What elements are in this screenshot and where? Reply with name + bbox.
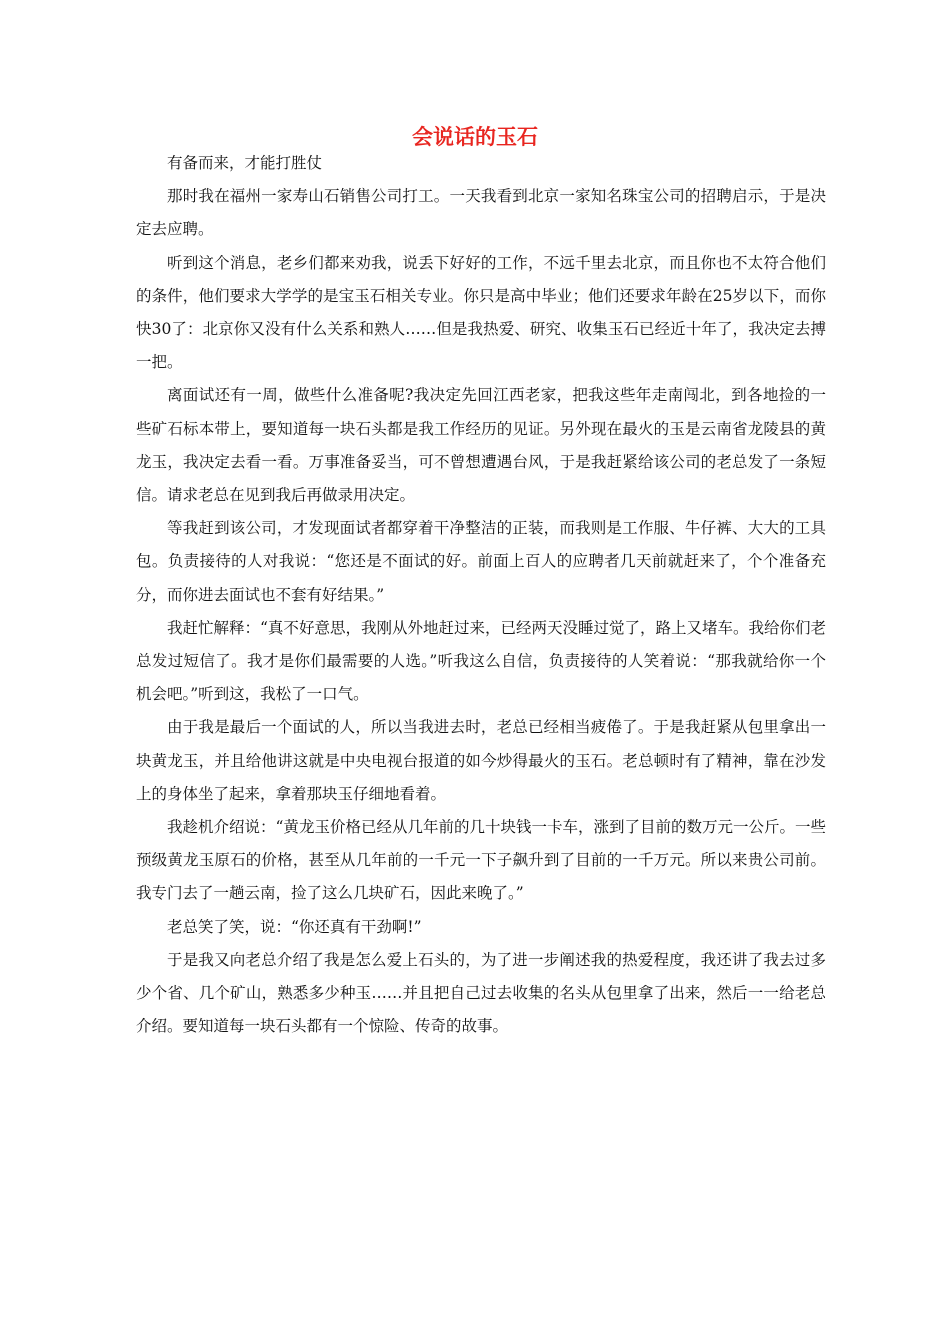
document-body — [136, 147, 826, 1043]
paragraph: 等我赶到该公司，才发现面试者都穿着干净整洁的正装，而我则是工作服、牛仔裤、大大的工具包。负责接待的人对我说：“您还是不面试的好。前面上百人的应聘者几天前就赶来了，个个准备充分，而你进去面试也不套有好结果。” — [136, 519, 826, 604]
document-title: 会说话的玉石 — [412, 125, 538, 149]
paragraph: 我赶忙解释：“真不好意思，我刚从外地赶过来，已经两天没睡过觉了，路上又堵车。我给你们老总发过短信了。我才是你们最需要的人选。”听我这么自信，负责接待的人笑着说：“那我就给你一个机会吧。”听到这，我松了一口气。 — [136, 618, 826, 704]
paragraph: 离面试还有一周，做些什么准备呢?我决定先回江西老家，把我这些年走南闯北，到各地捡的一些矿石标本带上，要知道每一块石头都是我工作经历的见证。另外现在最火的玉是云南省龙陵县的黄龙玉，我决定去看一看。万事准备妥当，可不曾想遭遇台风，于是我赶紧给该公司的老总发了一条短信。请求老总在见到我后再做录用决定。 — [136, 386, 826, 505]
paragraph: 老总笑了笑，说：“你还真有干劲啊!” — [167, 917, 422, 936]
paragraph: 那时我在福州一家寿山石销售公司打工。一天我看到北京一家知名珠宝公司的招聘启示，于是决定去应聘。 — [136, 187, 826, 239]
paragraph: 于是我又向老总介绍了我是怎么爱上石头的，为了进一步阐述我的热爱程度，我还讲了我去过多少个省、几个矿山，熟悉多少种玉……并且把自己过去收集的名头从包里拿了出来，然后一一给老总介绍。要知道每一块石头都有一个惊险、传奇的故事。 — [136, 950, 826, 1036]
paragraph: 听到这个消息，老乡们都来劝我，说丢下好好的工作，不远千里去北京，而且你也不太符合他们的条件，他们要求大学学的是宝玉石相关专业。你只是高中毕业；他们还要求年龄在25岁以下，而你快30了：北京你又没有什么关系和熟人……但是我热爱、研究、收集玉石已经近十年了，我决定去搏一把。 — [136, 253, 826, 372]
paragraph: 我趁机介绍说：“黄龙玉价格已经从几年前的几十块钱一卡车，涨到了目前的数万元一公斤。一些预级黄龙玉原石的价格，甚至从几年前的一千元一下子飙升到了目前的一千万元。所以来贵公司前。我专门去了一趟云南，捡了这么几块矿石，因此来晚了。” — [136, 818, 826, 903]
paragraph: 由于我是最后一个面试的人，所以当我进去时，老总已经相当疲倦了。于是我赶紧从包里拿出一块黄龙玉，并且给他讲这就是中央电视台报道的如今炒得最火的玉石。老总顿时有了精神，靠在沙发上的身体坐了起来，拿着那块玉仔细地看着。 — [136, 718, 826, 803]
paragraph: 有备而来，才能打胜仗 — [167, 154, 323, 172]
